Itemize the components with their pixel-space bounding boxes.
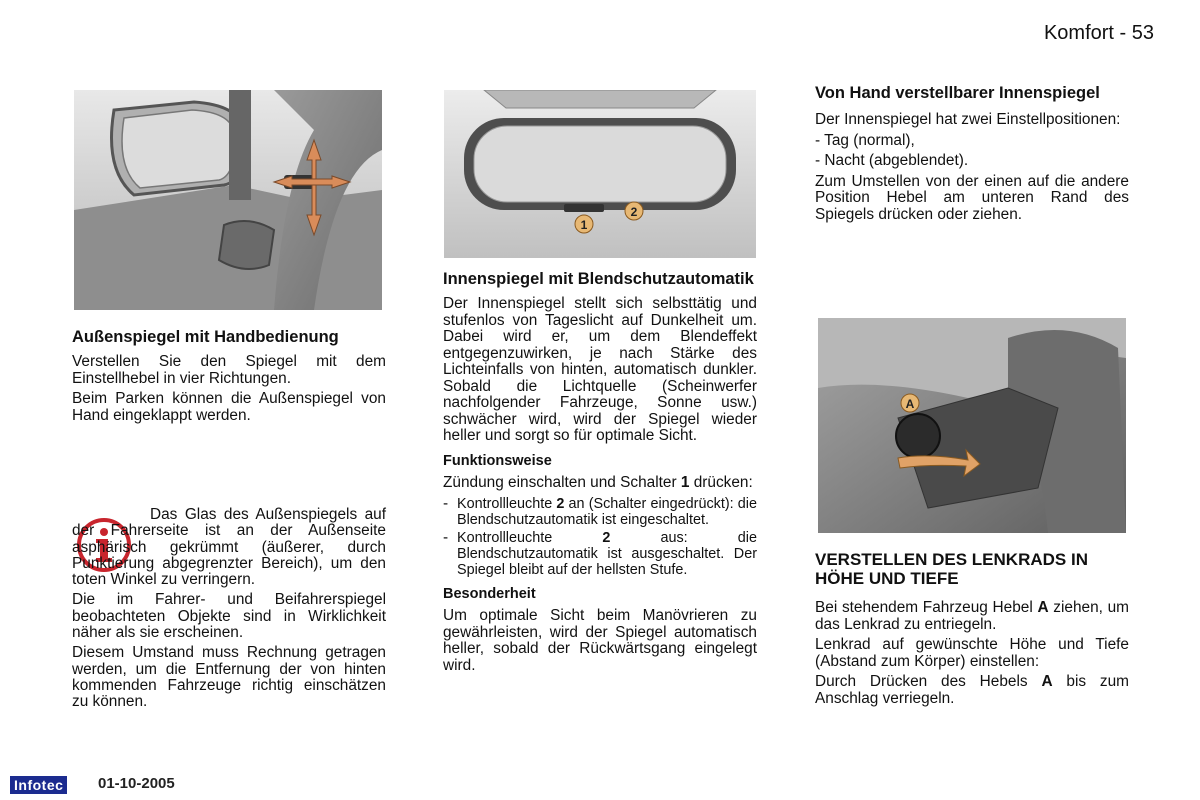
callout-1: 1 [580, 218, 588, 232]
info-paragraph: Diesem Umstand muss Rechnung getragen werden, um die Entfernung der von hinten kommenden Fahrzeuge richtig einschätzen zu können. [72, 644, 386, 711]
section-title-auto-dimming-mirror: Innenspiegel mit Blendschutzautomatik [443, 270, 754, 288]
paragraph: Zum Umstellen von der einen auf die andere Position Hebel am unteren Rand des Spiegels drücken oder ziehen. [815, 172, 1129, 223]
column-right-bottom [815, 551, 1129, 711]
list-item: - Kontrollleuchte 2 an (Schalter eingedrückt): die Blendschutzautomatik ist eingeschaltet. [443, 494, 757, 528]
paragraph: Durch Drücken des Hebels A bis zum Anschlag verriegeln. [815, 673, 1129, 707]
interior-mirror-illustration [444, 90, 756, 258]
steering-lever-illustration [818, 318, 1126, 533]
paragraph: Zündung einschalten und Schalter 1 drücken: [443, 474, 753, 491]
section-title-manual-mirror: Von Hand verstellbarer Innenspiegel [815, 84, 1100, 102]
page-number-header: Komfort - 53 [1043, 22, 1154, 44]
subheading-special: Besonderheit [443, 585, 536, 602]
paragraph: Bei stehendem Fahrzeug Hebel A ziehen, um das Lenkrad zu entriegeln. [815, 599, 1129, 633]
paragraph: Lenkrad auf gewünschte Höhe und Tiefe (Abstand zum Körper) einstellen: [815, 636, 1129, 670]
info-box-text [72, 507, 386, 715]
callout-a: A [905, 397, 915, 411]
paragraph: Um optimale Sicht beim Manövrieren zu gewährleisten, wird der Spiegel automatisch heller, sobald der Rückwärtsgang eingelegt wird. [443, 607, 757, 674]
list-item: - Nacht (abgeblendet). [815, 152, 969, 169]
section-title-steering-adjustment: VERSTELLEN DES LENKRADS IN HÖHE UND TIEFE [815, 550, 1088, 588]
column-right-top [815, 84, 1129, 227]
list-item: - Tag (normal), [815, 131, 915, 149]
exterior-mirror-illustration [74, 90, 382, 310]
paragraph: Der Innenspiegel stellt sich selbsttätig und stufenlos von Tageslicht auf Dunkelheit um. Dabei wird er, um dem Blendeffekt entgegenzuwirken, je nach Stärke des Lichteinfalls von hinten, automatisch dunkler. Sobald die Lichtquelle (Scheinwerfer nachfolgender Fahrzeuge, Sonne usw.) schwächer wird, wird der Spiegel wieder heller und sorgt so für optimale Sicht. [443, 295, 757, 444]
paragraph: Verstellen Sie den Spiegel mit dem Einstellhebel in vier Richtungen. [72, 353, 386, 387]
subheading-function: Funktionsweise [443, 452, 552, 469]
info-paragraph: Die im Fahrer- und Beifahrerspiegel beobachteten Objekte sind in Wirklichkeit näher als sie erscheinen. [72, 591, 386, 642]
info-paragraph: Das Glas des Außenspiegels auf der Fahrerseite ist an der Außenseite asphärisch gekrümmt (äußerer, durch Punktierung abgegrenzter Bereich), um den toten Winkel zu verringern. [72, 506, 386, 589]
infotec-logo: Infotec [10, 776, 67, 794]
paragraph: Der Innenspiegel hat zwei Einstellpositionen: [815, 111, 1121, 128]
list-item: - Kontrollleuchte 2 aus: die Blendschutzautomatik ist ausgeschaltet. Der Spiegel bleibt auf der hellsten Stufe. [443, 528, 757, 578]
paragraph: Beim Parken können die Außenspiegel von Hand eingeklappt werden. [72, 390, 386, 424]
footer-date: 01-10-2005 [98, 775, 175, 792]
column-middle [443, 270, 757, 678]
callout-2: 2 [630, 205, 638, 219]
section-title-exterior-mirror: Außenspiegel mit Handbedienung [72, 328, 339, 346]
column-left [72, 328, 386, 428]
